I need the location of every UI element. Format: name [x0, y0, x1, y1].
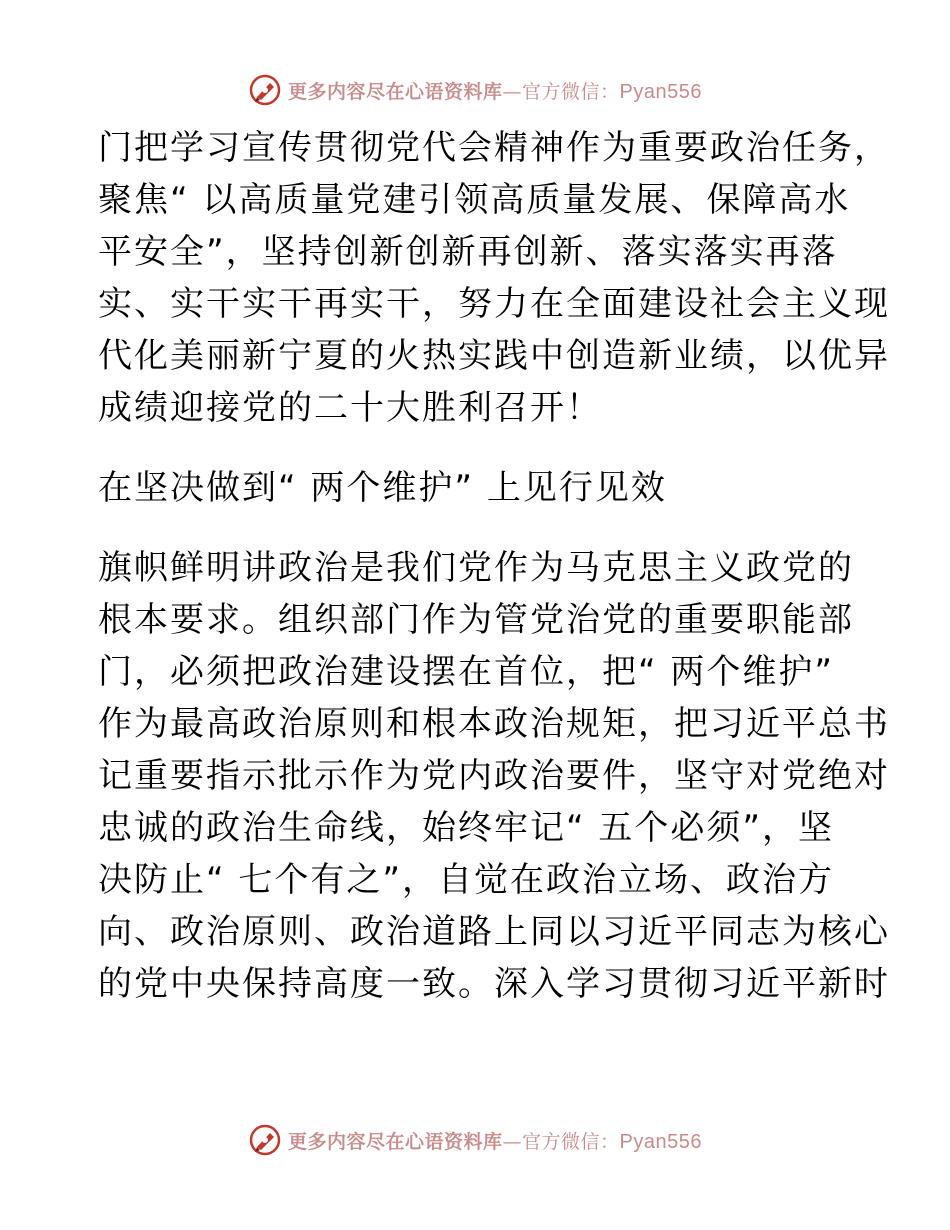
watermark-sub-text: 官方微信：	[522, 80, 620, 103]
text-line: 旗帜鲜明讲政治是我们党作为马克思主义政党的	[98, 548, 854, 588]
text-line: 作为最高政治原则和根本政治规矩，把习近平总书	[98, 704, 890, 744]
pen-logo-icon	[248, 73, 282, 107]
watermark-id-text: Pyan556	[619, 1130, 702, 1153]
watermark-id-text: Pyan556	[619, 80, 702, 103]
text-line: 根本要求。组织部门作为管党治党的重要职能部	[98, 600, 854, 640]
text-line: 门，必须把政治建设摆在首位，把“ 两个维护”	[98, 652, 835, 692]
text-line: 决防止“ 七个有之”，自觉在政治立场、政治方	[98, 860, 835, 900]
watermark-dash: —	[502, 1130, 523, 1153]
watermark-main-text: 更多内容尽在心语资料库	[288, 1130, 503, 1153]
heading-line: 在坚决做到“ 两个维护” 上见行见效	[98, 468, 667, 508]
paragraph-intro	[98, 122, 890, 434]
document-body	[98, 122, 890, 1010]
text-line: 成绩迎接党的二十大胜利召开！	[98, 388, 602, 428]
header-watermark	[0, 70, 950, 110]
text-line: 平安全”，坚持创新创新再创新、落实落实再落	[98, 232, 838, 272]
text-line: 实、实干实干再实干，努力在全面建设社会主义现	[98, 284, 890, 324]
section-heading	[98, 462, 858, 514]
watermark-sub-text: 官方微信：	[522, 1130, 620, 1153]
paragraph-body	[98, 542, 890, 1010]
text-line: 代化美丽新宁夏的火热实践中创造新业绩，以优异	[98, 336, 890, 376]
watermark-main-text: 更多内容尽在心语资料库	[288, 80, 503, 103]
text-line: 向、政治原则、政治道路上同以习近平同志为核心	[98, 912, 890, 952]
watermark-dash: —	[502, 80, 523, 103]
text-line: 记重要指示批示作为党内政治要件，坚守对党绝对	[98, 756, 890, 796]
text-line: 聚焦“ 以高质量党建引领高质量发展、保障高水	[98, 180, 851, 220]
footer-watermark	[0, 1120, 950, 1160]
text-line: 门把学习宣传贯彻党代会精神作为重要政治任务，	[98, 128, 890, 168]
pen-logo-icon	[248, 1123, 282, 1157]
text-line: 的党中央保持高度一致。深入学习贯彻习近平新时	[98, 964, 890, 1004]
text-line: 忠诚的政治生命线，始终牢记“ 五个必须”，坚	[98, 808, 835, 848]
